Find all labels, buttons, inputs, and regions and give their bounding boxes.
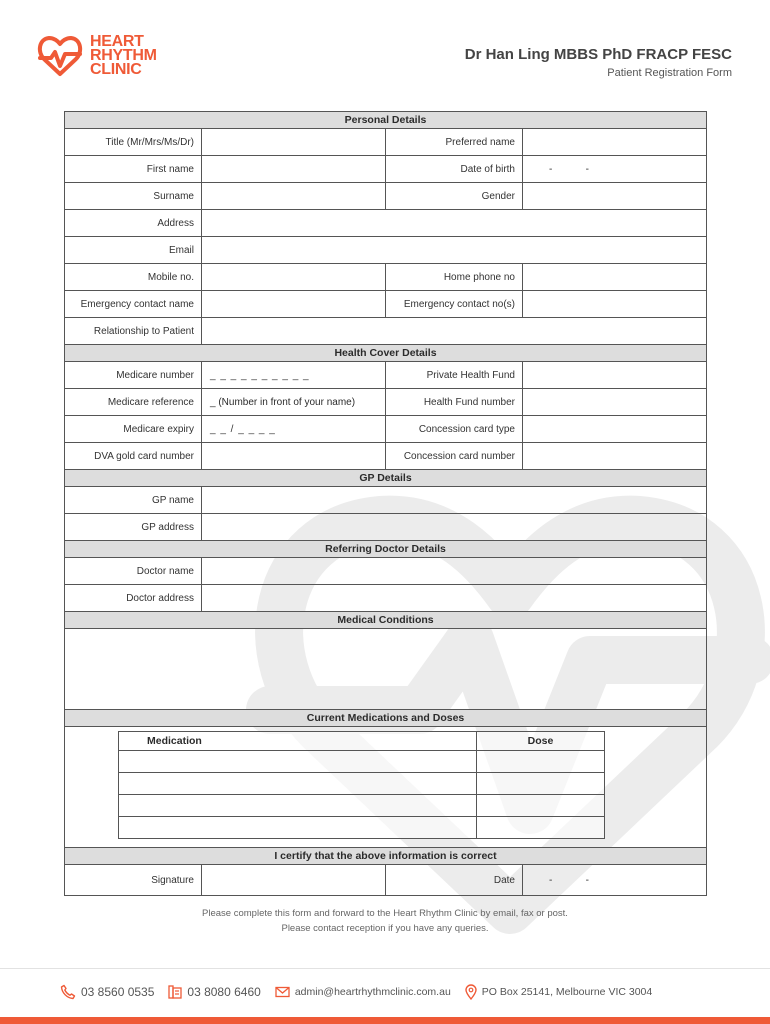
signature-label: Signature <box>65 865 202 896</box>
dose-cell[interactable] <box>477 817 605 839</box>
private-fund-field[interactable] <box>523 362 707 389</box>
contact-email[interactable] <box>275 986 451 998</box>
logo-line-3: CLINIC <box>90 61 142 78</box>
section-gp-details: GP Details <box>65 470 707 487</box>
phone-number: 03 8560 0535 <box>81 985 155 999</box>
medicare-number-field[interactable] <box>202 362 386 389</box>
surname-field[interactable] <box>202 183 386 210</box>
gp-address-field[interactable] <box>202 514 707 541</box>
fax-icon <box>168 984 182 1000</box>
form-title: Patient Registration Form <box>607 67 732 79</box>
dob-separator: - <box>549 163 553 175</box>
table-row <box>119 817 605 839</box>
home-phone-label: Home phone no <box>386 264 523 291</box>
gp-name-field[interactable] <box>202 487 707 514</box>
concession-number-field[interactable] <box>523 443 707 470</box>
date-separator: - <box>549 874 553 886</box>
dose-column-header: Dose <box>477 732 605 751</box>
medicare-reference-label: Medicare reference <box>65 389 202 416</box>
fund-number-field[interactable] <box>523 389 707 416</box>
dob-label: Date of birth <box>386 156 523 183</box>
dva-field[interactable] <box>202 443 386 470</box>
registration-form <box>64 111 707 896</box>
medication-cell[interactable] <box>119 795 477 817</box>
table-row <box>119 751 605 773</box>
email-address: admin@heartrhythmclinic.com.au <box>294 986 451 998</box>
email-field[interactable] <box>202 237 707 264</box>
dose-cell[interactable] <box>477 773 605 795</box>
emergency-numbers-label: Emergency contact no(s) <box>386 291 523 318</box>
concession-type-label: Concession card type <box>386 416 523 443</box>
envelope-icon <box>275 986 290 998</box>
email-label: Email <box>65 237 202 264</box>
heart-rhythm-icon <box>36 32 84 80</box>
section-health-cover: Health Cover Details <box>65 345 707 362</box>
doctor-name-label: Doctor name <box>65 558 202 585</box>
doctor-address-label: Doctor address <box>65 585 202 612</box>
instructions-line-1: Please complete this form and forward to the Heart Rhythm Clinic by email, fax or post. <box>202 908 568 919</box>
emergency-numbers-field[interactable] <box>523 291 707 318</box>
dose-cell[interactable] <box>477 751 605 773</box>
preferred-name-label: Preferred name <box>386 129 523 156</box>
medicare-expiry-mask: _ _ / _ _ _ _ <box>210 423 276 435</box>
concession-type-field[interactable] <box>523 416 707 443</box>
home-phone-field[interactable] <box>523 264 707 291</box>
section-referring-doctor: Referring Doctor Details <box>65 541 707 558</box>
doctor-name-field[interactable] <box>202 558 707 585</box>
medications-container <box>65 727 707 848</box>
logo-line-1: HEART <box>90 33 144 50</box>
contact-fax[interactable] <box>168 984 260 1000</box>
contact-address <box>465 984 652 1000</box>
footer-accent-bar <box>0 1017 770 1024</box>
medicare-expiry-label: Medicare expiry <box>65 416 202 443</box>
gender-label: Gender <box>386 183 523 210</box>
date-field[interactable] <box>523 865 707 896</box>
section-medical-conditions: Medical Conditions <box>65 612 707 629</box>
doctor-address-field[interactable] <box>202 585 707 612</box>
surname-label: Surname <box>65 183 202 210</box>
medical-conditions-field[interactable] <box>65 629 707 710</box>
doctor-name: Dr Han Ling MBBS PhD FRACP FESC <box>464 46 732 63</box>
logo-line-2: RHYTHM <box>90 47 157 64</box>
table-row <box>119 795 605 817</box>
location-pin-icon <box>465 984 477 1000</box>
date-label: Date <box>386 865 523 896</box>
medicare-reference-field[interactable] <box>202 389 386 416</box>
gp-address-label: GP address <box>65 514 202 541</box>
dob-field[interactable] <box>523 156 707 183</box>
contact-bar <box>60 984 666 1000</box>
instructions-line-2: Please contact reception if you have any queries. <box>281 923 489 934</box>
footer-divider <box>0 968 770 969</box>
contact-phone[interactable] <box>60 984 154 1000</box>
section-certify: I certify that the above information is correct <box>65 848 707 865</box>
concession-number-label: Concession card number <box>386 443 523 470</box>
fax-number: 03 8080 6460 <box>187 985 261 999</box>
gp-name-label: GP name <box>65 487 202 514</box>
medicare-number-mask: _ _ _ _ _ _ _ _ _ _ <box>210 369 310 381</box>
first-name-label: First name <box>65 156 202 183</box>
section-personal-details: Personal Details <box>65 112 707 129</box>
section-medications: Current Medications and Doses <box>65 710 707 727</box>
table-row <box>119 773 605 795</box>
medication-cell[interactable] <box>119 817 477 839</box>
medications-table <box>118 731 605 839</box>
address-field[interactable] <box>202 210 707 237</box>
medicare-reference-mask: _ (Number in front of your name) <box>210 396 356 408</box>
title-label: Title (Mr/Mrs/Ms/Dr) <box>65 129 202 156</box>
date-separator: - <box>585 874 589 886</box>
medicare-expiry-field[interactable] <box>202 416 386 443</box>
gender-field[interactable] <box>523 183 707 210</box>
medication-column-header: Medication <box>119 732 477 751</box>
medication-cell[interactable] <box>119 773 477 795</box>
phone-icon <box>60 984 76 1000</box>
private-fund-label: Private Health Fund <box>386 362 523 389</box>
dose-cell[interactable] <box>477 795 605 817</box>
title-field[interactable] <box>202 129 386 156</box>
relationship-field[interactable] <box>202 318 707 345</box>
dva-label: DVA gold card number <box>65 443 202 470</box>
emergency-name-label: Emergency contact name <box>65 291 202 318</box>
medicare-number-label: Medicare number <box>65 362 202 389</box>
signature-field[interactable] <box>202 865 386 896</box>
preferred-name-field[interactable] <box>523 129 707 156</box>
medication-cell[interactable] <box>119 751 477 773</box>
mobile-label: Mobile no. <box>65 264 202 291</box>
emergency-name-field[interactable] <box>202 291 386 318</box>
address-label: Address <box>65 210 202 237</box>
postal-address: PO Box 25141, Melbourne VIC 3004 <box>481 986 653 998</box>
dob-separator: - <box>585 163 589 175</box>
clinic-logo <box>36 32 157 80</box>
first-name-field[interactable] <box>202 156 386 183</box>
mobile-field[interactable] <box>202 264 386 291</box>
relationship-label: Relationship to Patient <box>65 318 202 345</box>
fund-number-label: Health Fund number <box>386 389 523 416</box>
